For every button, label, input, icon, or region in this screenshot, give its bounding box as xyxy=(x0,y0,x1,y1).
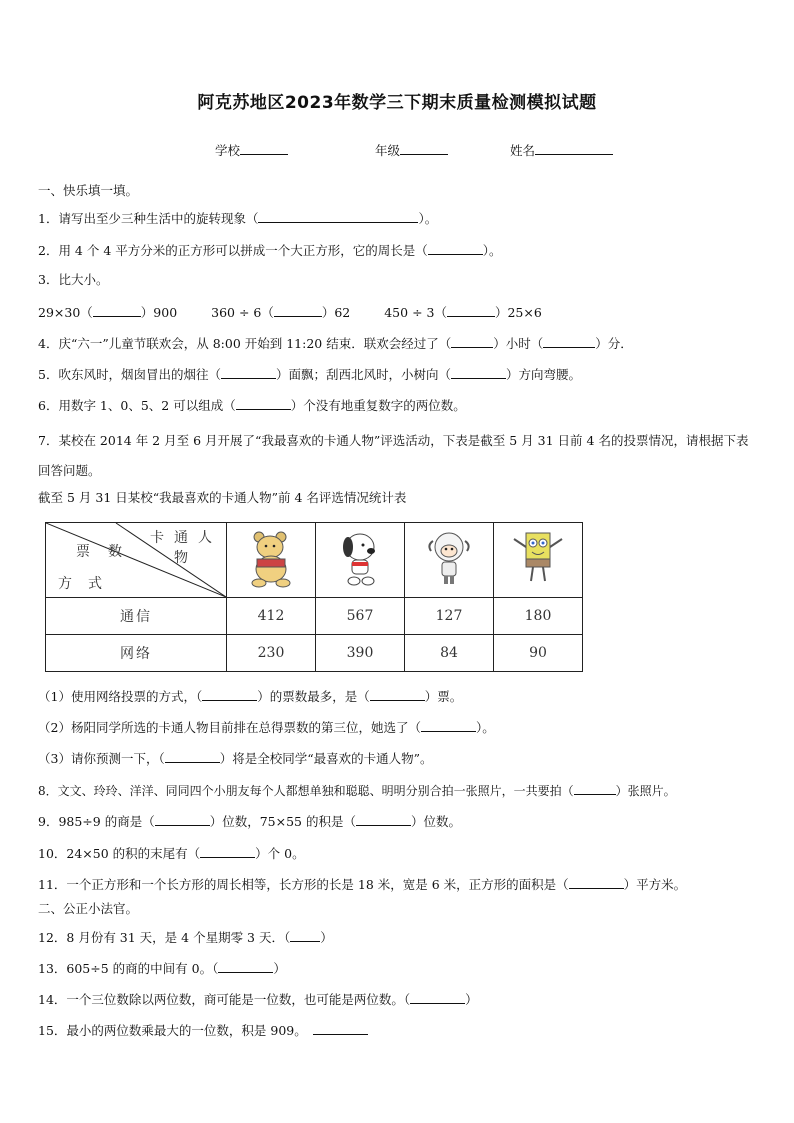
answer-blank[interactable] xyxy=(421,717,476,732)
question-7-3: （3）请你预测一下，（ ）将是全校同学“最喜欢的卡通人物”。 xyxy=(38,748,433,768)
question-5: 5．吹东风时，烟囱冒出的烟往（ ）面飘；刮西北风时，小树向（ ）方向弯腰。 xyxy=(38,364,581,384)
question-3-title: 3．比大小。 xyxy=(38,272,109,287)
dog-icon xyxy=(330,527,390,589)
answer-blank[interactable] xyxy=(236,395,291,410)
answer-blank[interactable] xyxy=(451,364,506,379)
header-method-label: 方式 xyxy=(58,576,118,592)
answer-blank[interactable] xyxy=(155,811,210,826)
school-field xyxy=(215,140,288,159)
answer-blank[interactable] xyxy=(218,958,273,973)
question-13: 13．605÷5 的商的中间有 0。（ ） xyxy=(38,958,286,978)
table-cell: 390 xyxy=(316,635,405,672)
grade-blank[interactable] xyxy=(400,140,448,155)
question-9: 9．985÷9 的商是（ ）位数，75×55 的积是（ ）位数。 xyxy=(38,811,461,831)
name-field xyxy=(510,140,613,159)
cartoon-sponge-image xyxy=(494,523,583,598)
table-row xyxy=(46,598,583,635)
table-row xyxy=(46,635,583,672)
question-8: 8．文文、玲玲、洋洋、同同四个小朋友每个人都想单独和聪聪、明明分别合拍一张照片，一共要拍（ ）张照片。 xyxy=(38,780,676,800)
header-cartoon-label: 卡通人物 xyxy=(150,530,222,566)
section-1-heading: 一、快乐填一填。 xyxy=(38,183,139,198)
compare-item: 450 ÷ 3（ ）25×6 xyxy=(384,302,542,322)
question-6: 6．用数字 1、0、5、2 可以组成（ ）个没有地重复数字的两位数。 xyxy=(38,395,466,415)
question-1: 1．请写出至少三种生活中的旋转现象（ ）。 xyxy=(38,208,437,228)
answer-blank[interactable] xyxy=(200,843,255,858)
table-title: 截至 5 月 31 日某校“我最喜欢的卡通人物”前 4 名评选情况统计表 xyxy=(38,490,407,505)
question-7-1: （1）使用网络投票的方式，（ ）的票数最多，是（ ）票。 xyxy=(38,686,462,706)
answer-blank[interactable] xyxy=(451,333,493,348)
row-label-online: 网络 xyxy=(46,635,227,672)
table-header-diagonal xyxy=(46,523,227,598)
school-blank[interactable] xyxy=(240,140,288,155)
answer-blank[interactable] xyxy=(569,874,624,889)
vote-table xyxy=(45,522,583,672)
question-11: 11．一个正方形和一个长方形的周长相等，长方形的长是 18 米，宽是 6 米，正方形的面积是（ ）平方米。 xyxy=(38,874,686,894)
school-label: 学校 xyxy=(215,143,241,158)
page-title: 阿克苏地区2023年数学三下期末质量检测模拟试题 xyxy=(197,93,597,113)
question-7-2: （2）杨阳同学所选的卡通人物目前排在总得票数的第三位，她选了（ ）。 xyxy=(38,717,495,737)
question-10: 10．24×50 的积的末尾有（ ）个 0。 xyxy=(38,843,305,863)
name-blank[interactable] xyxy=(535,140,613,155)
compare-item: 29×30（ ）900 xyxy=(38,302,177,322)
sponge-icon xyxy=(508,527,568,589)
section-2-heading: 二、公正小法官。 xyxy=(38,901,139,916)
question-2: 2．用 4 个 4 平方分米的正方形可以拼成一个大正方形，它的周长是（ ）。 xyxy=(38,240,502,260)
name-label: 姓名 xyxy=(510,143,536,158)
question-15: 15．最小的两位数乘最大的一位数，积是 909。 xyxy=(38,1020,368,1040)
question-7: 7．某校在 2014 年 2 月至 6 月开展了“我最喜欢的卡通人物”评选活动，下表是截至 5 月 31 日前 4 名的投票情况，请根据下表回答问题。 xyxy=(38,433,749,478)
answer-blank[interactable] xyxy=(428,240,483,255)
cartoon-sheep-image xyxy=(405,523,494,598)
compare-item: 360 ÷ 6（ ）62 xyxy=(211,302,350,322)
answer-blank[interactable] xyxy=(370,686,425,701)
answer-blank[interactable] xyxy=(410,989,465,1004)
table-cell: 567 xyxy=(316,598,405,635)
question-3-compare xyxy=(38,302,542,322)
answer-blank[interactable] xyxy=(93,302,141,317)
answer-blank[interactable] xyxy=(165,748,220,763)
answer-blank[interactable] xyxy=(202,686,257,701)
table-cell: 127 xyxy=(405,598,494,635)
answer-blank[interactable] xyxy=(543,333,595,348)
answer-blank[interactable] xyxy=(290,927,320,942)
answer-blank[interactable] xyxy=(221,364,276,379)
table-cell: 84 xyxy=(405,635,494,672)
question-12: 12．8 月份有 31 天，是 4 个星期零 3 天．（ ） xyxy=(38,927,333,947)
table-cell: 90 xyxy=(494,635,583,672)
table-cell: 180 xyxy=(494,598,583,635)
header-votes-label: 票数 xyxy=(76,544,140,560)
answer-blank[interactable] xyxy=(258,208,418,223)
sheep-icon xyxy=(419,527,479,589)
answer-blank[interactable] xyxy=(274,302,322,317)
answer-blank[interactable] xyxy=(313,1020,368,1035)
table-cell: 412 xyxy=(227,598,316,635)
answer-blank[interactable] xyxy=(356,811,411,826)
grade-field xyxy=(375,140,448,159)
grade-label: 年级 xyxy=(375,143,401,158)
question-14: 14．一个三位数除以两位数，商可能是一位数，也可能是两位数。（ ） xyxy=(38,989,478,1009)
cartoon-dog-image xyxy=(316,523,405,598)
table-cell: 230 xyxy=(227,635,316,672)
bear-icon xyxy=(241,527,301,589)
cartoon-bear-image xyxy=(227,523,316,598)
answer-blank[interactable] xyxy=(574,780,616,795)
answer-blank[interactable] xyxy=(447,302,495,317)
row-label-mail: 通信 xyxy=(46,598,227,635)
question-4: 4．庆“六一”儿童节联欢会，从 8:00 开始到 11:20 结束．联欢会经过了（ ）小时（ ）分． xyxy=(38,333,633,353)
